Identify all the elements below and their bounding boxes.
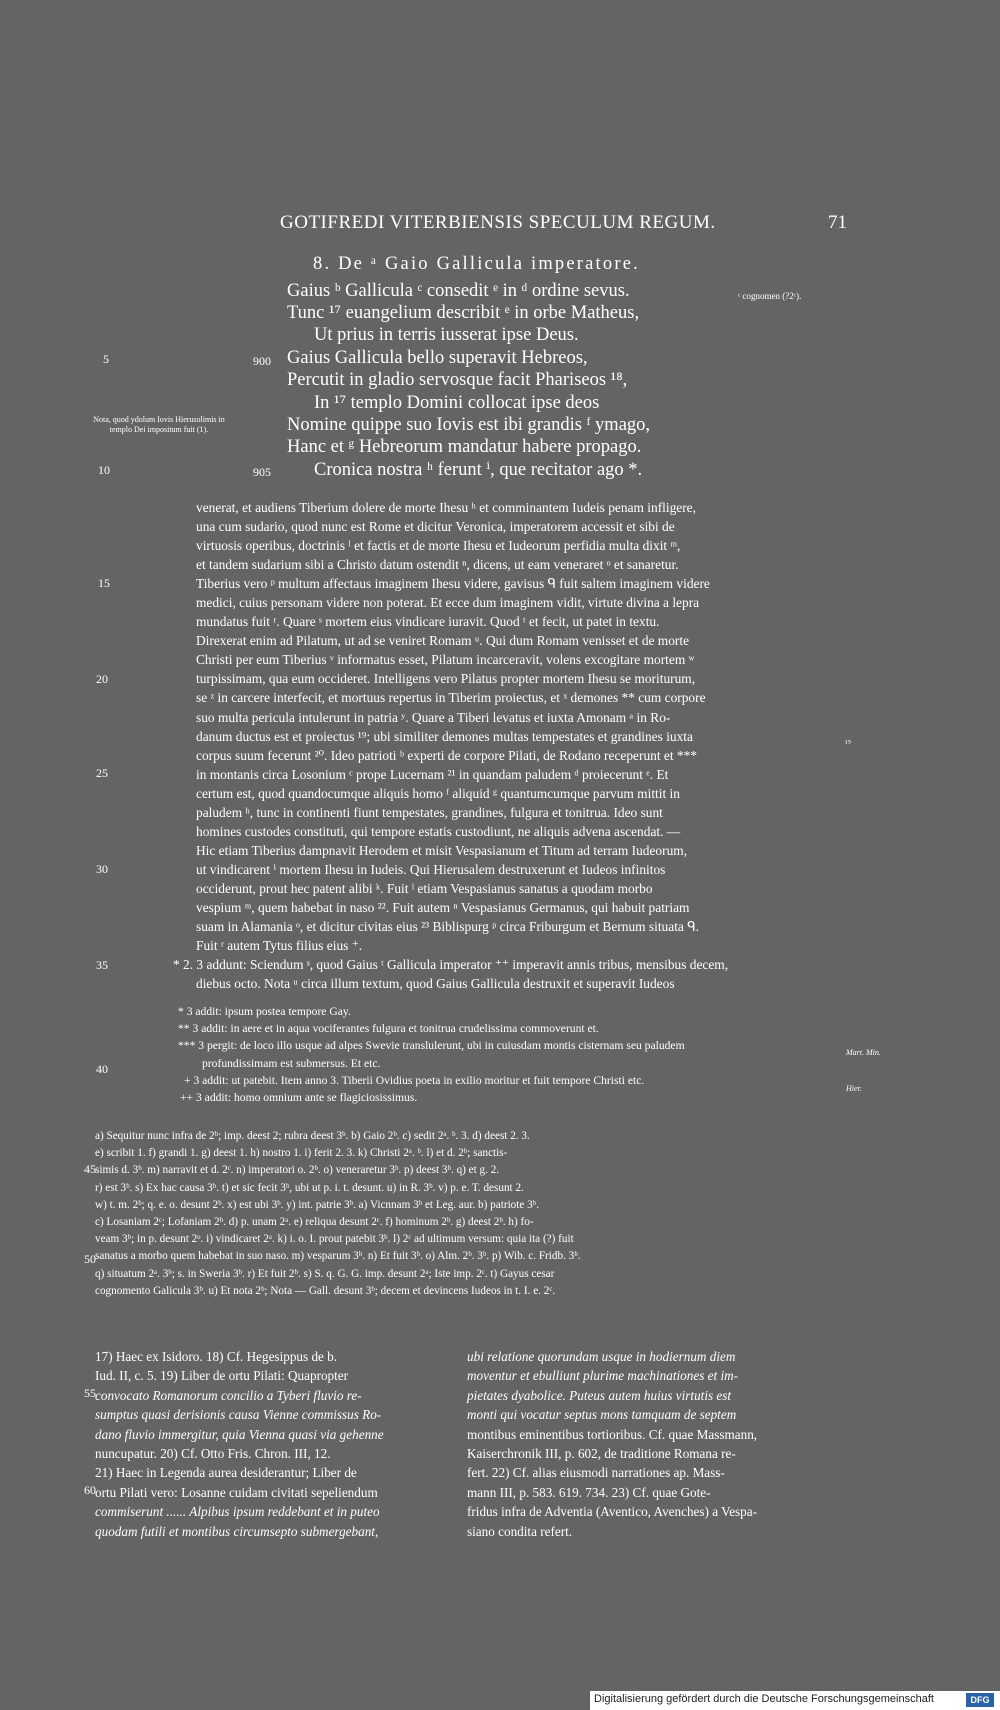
- apparatus-line: simis d. 3ᵇ. m) narravit et d. 2ᶜ. n) imperatori o. 2ᵇ. o) veneraretur 3ᵇ. p) deest 3ᵇ. q) et g. 2.: [95, 1164, 500, 1177]
- footnotes-left-column: [95, 1347, 425, 1541]
- verse-line: Tunc ¹⁷ euangelium describit ᵉ in orbe Matheus,: [287, 303, 640, 323]
- footnote-line: ubi relatione quorundam usque in hodiernum diem: [467, 1349, 736, 1364]
- right-margin-mark: ¹⁹: [845, 738, 851, 748]
- prose-line: venerat, et audiens Tiberium dolere de morte Ihesu ʰ et comminantem Iudeis penam infligere,: [196, 500, 696, 515]
- prose-line: ut vindicarent ⁱ mortem Ihesu in Iudeis. Qui Hierusalem destruxerunt et Iudeos infinitos: [196, 861, 666, 877]
- verse-line: Gaius Gallicula bello superavit Hebreos,: [287, 348, 588, 368]
- prose-line: * 2. 3 addunt: Sciendum ˢ, quod Gaius ᵗ Gallicula imperator ⁺⁺ imperavit annis tribus, mensibus decem,: [173, 957, 729, 973]
- footnote-line: monti qui vocatur septus mons tamquam de septem: [467, 1407, 737, 1423]
- side-note: Nota, quod ydolum Iovis Hierusolimis in templo Dei impositum fuit (1).: [93, 415, 225, 434]
- footnote-line: 21) Haec in Legenda aurea desiderantur; Liber de: [95, 1465, 357, 1481]
- verse-line: Nomine quippe suo Iovis est ibi grandis ᶠ ymago,: [287, 415, 651, 435]
- prose-line: paludem ʰ, tunc in continenti fiunt tempestates, grandines, fulgura et tonitrua. Ideo sunt: [196, 804, 663, 820]
- page-header: [0, 212, 1000, 244]
- annot-text: 3 pergit: de loco illo usque ad alpes Swevie translulerunt, ubi in cuiusdam montis cisternam seu paludem: [198, 1039, 685, 1053]
- footnote-line: sumptus quasi derisionis causa Vienne commissus Ro-: [95, 1407, 382, 1423]
- margin-line-number: 50: [84, 1252, 96, 1266]
- verse-number: 905: [253, 465, 271, 479]
- prose-line: Direxerat enim ad Pilatum, ut ad se veniret Romam ᵘ. Qui dum Romam venisset et de morte: [196, 633, 690, 649]
- annot-mark: **: [178, 1022, 190, 1036]
- side-source-note: Mart. Min.: [846, 1048, 881, 1057]
- margin-line-number: 30: [96, 862, 108, 876]
- annot-mark: ++: [180, 1091, 194, 1105]
- prose-line: se ᶻ in carcere interfecit, et mortuus repertus in Tiberim proiectus, et ˣ demones ** cum corpore: [196, 690, 706, 706]
- side-source-note: Hier.: [846, 1084, 862, 1093]
- poem-heading: 8. De ᵃ Gaio Gallicula imperatore.: [313, 254, 640, 274]
- apparatus-line: c) Losaniam 2ᶜ; Lofaniam 2ᵇ. d) p. unam 2ᵃ. e) reliqua desunt 2ᶜ. f) hominum 2ᵇ. g) deest 2ᵇ. h) fo-: [95, 1216, 534, 1229]
- prose-line: vespium ᵐ, quem habebat in naso ²². Fuit autem ⁿ Vespasianus Germanus, qui habuit patriam: [196, 899, 690, 915]
- footnote-line: 17) Haec ex Isidoro. 18) Cf. Hegesippus de b.: [95, 1349, 338, 1364]
- prose-line: in montanis circa Losonium ᶜ prope Lucernam ²¹ in quandam paludem ᵈ proiecerunt ᵉ. Et: [196, 766, 669, 782]
- footnote-line: ortu Pilati vero: Losanne cuidam civitati sepeliendum: [95, 1484, 378, 1500]
- footnote-line: convocato Romanorum concilio a Tyberi fluvio re-: [95, 1387, 362, 1403]
- margin-line-number: 15: [98, 576, 110, 590]
- footnote-line: Iud. II, c. 5. 19) Liber de ortu Pilati: Quapropter: [95, 1368, 349, 1384]
- footnote-line: Kaiserchronik III, p. 602, de traditione Romana re-: [467, 1446, 736, 1462]
- digitization-credit-bar: [590, 1691, 1000, 1710]
- verse-line: In ¹⁷ templo Domini collocat ipse deos: [314, 393, 600, 413]
- prose-line: et tandem sudarium sibi a Christo datum ostendit ⁿ, dicens, ut eam veneraret ᵒ et sanaretur.: [196, 557, 679, 573]
- footnote-line: montibus eminentibus tortioribus. Cf. quae Massmann,: [467, 1426, 758, 1442]
- apparatus-line: e) scribit 1. f) grandi 1. g) deest 1. h) nostro 1. i) ferit 2. 3. k) Christi 2ᵃ. ᵇ. l) et d. 2ᵇ; sanctis-: [95, 1147, 508, 1160]
- verse-line: Gaius ᵇ Gallicula ᶜ consedit ᵉ in ᵈ ordine sevus.: [287, 281, 630, 301]
- annot-text: 3 addit: in aere et in aqua vociferantes fulgura et tonitrua crudelissima commoverunt et.: [192, 1022, 599, 1036]
- dfg-logo-icon: DFG: [966, 1693, 994, 1707]
- apparatus-line: a) Sequitur nunc infra de 2ᵇ; imp. deest 2; rubra deest 3ᵇ. b) Gaio 2ᵇ. c) sedit 2ᵃ. ᵇ. 3. d) deest 2. 3.: [95, 1130, 530, 1142]
- prose-line: mundatus fuit ʳ. Quare ˢ mortem eius vindicare iuravit. Quod ᵗ et fecit, ut patet in textu.: [196, 614, 660, 630]
- apparatus-line: w) t. m. 2ᵇ; q. e. o. desunt 2ᵇ. x) est ubi 3ᵇ. y) int. patrie 3ᵇ. a) Vicnnam 3ᵇ et Leg. aur. b) patriote 3ᵇ.: [95, 1198, 539, 1211]
- prose-line: occiderunt, prout hec patent alibi ᵏ. Fuit ˡ etiam Vespasianus sanatus a quodam morbo: [196, 880, 653, 896]
- footnote-line: dano fluvio immergitur, quia Vienna quasi via gehenne: [95, 1426, 384, 1442]
- apparatus-line: cognomento Galicula 3ᵇ. u) Et nota 2ᵇ; Nota — Gall. desunt 3ᵇ; decem et devincens Iudeos in t. I. e. 2ᶜ.: [95, 1284, 556, 1297]
- prose-line: Fuit ʳ autem Tytus filius eius ⁺.: [196, 938, 363, 954]
- prose-line: Hic etiam Tiberius dampnavit Herodem et misit Vespasianum et Titum ad terram Iudeorum,: [196, 842, 688, 858]
- margin-line-number: 5: [103, 352, 109, 366]
- prose-line: Tiberius vero ᵖ multum affectaus imaginem Ihesu videre, gavisus ᑫ fuit saltem imaginem videre: [196, 576, 710, 592]
- margin-line-number: 45: [84, 1162, 96, 1176]
- annot-text: 3 addit: ut patebit. Item anno 3. Tiberii Ovidius poeta in exilio moritur et fuit tempore Christi etc.: [193, 1073, 645, 1087]
- running-title: GOTIFREDI VITERBIENSIS SPECULUM REGUM.: [280, 212, 716, 233]
- prose-line: Christi per eum Tiberius ᵛ informatus esset, Pilatum incarceravit, volens excogitare mortem ʷ: [196, 652, 695, 668]
- footnote-line: fridus infra de Adventia (Aventico, Avenches) a Vespa-: [467, 1504, 758, 1520]
- prose-line: suo multa pericula intulerunt in patria ʸ. Quare a Tiberi levatus et iuxta Amonam ᵃ in Ro-: [196, 709, 671, 725]
- apparatus-line: q) situatum 2ᵃ. 3ᵇ; s. in Sweria 3ᵇ. r) Et fuit 2ᵇ. s) S. q. G. G. imp. desunt 2ᵃ; Iste imp. 2ᶜ. t) Gayus cesar: [95, 1267, 555, 1280]
- footnote-line: pietates dyabolice. Puteus autem huius virtutis est: [467, 1387, 732, 1403]
- prose-line: homines custodes constituti, qui tempore estatis custodiunt, ne aliquis advena ascendat. —: [196, 823, 681, 839]
- verse-line: Hanc et ᵍ Hebreorum mandatur habere propago.: [287, 437, 642, 457]
- footnotes-right-column: [467, 1347, 845, 1541]
- verse-line: Cronica nostra ʰ ferunt ⁱ, que recitator ago *.: [314, 460, 643, 480]
- prose-line: una cum sudario, quod nunc est Rome et dicitur Veronica, imperatorem accessit et sibi de: [196, 519, 675, 535]
- prose-line: medici, cuius personam videre non poterat. Et ecce dum imaginem vidit, virtute divina a lepra: [196, 595, 700, 611]
- prose-line: corpus suum fecerunt ²⁰. Ideo patrioti ᵇ experti de corpore Pilati, de Rodano receperunt et ***: [196, 747, 698, 763]
- prose-line: danum ductus est et proiectus ¹⁹; ubi similiter demones multas tempestates et grandines iuxta: [196, 728, 693, 744]
- annot-text: profundissimam est submersus. Et etc.: [202, 1056, 381, 1070]
- apparatus-line: r) est 3ᵇ. s) Ex hac causa 3ᵇ. t) et sic fecit 3ᵇ, ubi ut p. i. t. desunt. u) in R. 3ᵇ. v) p. e. T. desunt 2.: [95, 1181, 524, 1194]
- footnote-line: moventur et ebulliunt plurime machinationes et im-: [467, 1368, 739, 1384]
- annot-mark: +: [184, 1073, 191, 1087]
- prose-line: suam in Alamania ᵒ, et dicitur civitas eius ²³ Biblispurg ᵖ circa Friburgum et Bernum situata ᑫ.: [196, 919, 699, 935]
- footnote-line: quodam futili et montibus circumsepto submergebant,: [95, 1523, 379, 1539]
- margin-line-number: 35: [96, 958, 108, 972]
- annot-mark: *: [178, 1005, 184, 1018]
- page-number: 71: [828, 212, 847, 233]
- prose-text: [173, 498, 842, 993]
- footnotes: [95, 1347, 842, 1539]
- critical-apparatus: [95, 1128, 842, 1300]
- annot-mark: ***: [178, 1039, 196, 1053]
- footnote-line: fert. 22) Cf. alias eiusmodi narrationes ap. Mass-: [467, 1465, 725, 1481]
- margin-line-number: 10: [98, 463, 110, 477]
- right-margin-note: ᶜ cognomen (?2ᶜ).: [738, 291, 802, 301]
- annotations: [178, 1003, 838, 1106]
- prose-line: diebus octo. Nota ᵘ circa illum textum, quod Gaius Gallicula destruxit et superavit Iudeos: [196, 976, 675, 992]
- credit-text: Digitalisierung gefördert durch die Deutsche Forschungsgemeinschaft: [594, 1693, 934, 1705]
- margin-line-number: 40: [96, 1062, 108, 1076]
- footnote-line: commiserunt ...... Alpibus ipsum reddebant et in puteo: [95, 1504, 380, 1520]
- annot-text: 3 addit: homo omnium ante se flagiciosissimus.: [195, 1091, 418, 1105]
- prose-line: virtuosis operibus, doctrinis ˡ et factis et de morte Ihesu et Iudeorum perfidia multa dixit ᵐ,: [196, 538, 681, 554]
- margin-line-number: 25: [96, 766, 108, 780]
- verse-line: Percutit in gladio servosque facit Phariseos ¹⁸,: [287, 370, 628, 390]
- margin-line-number: 55: [84, 1386, 96, 1400]
- footnote-line: nuncupatur. 20) Cf. Otto Fris. Chron. III, 12.: [95, 1446, 331, 1462]
- verse-line: Ut prius in terris iusserat ipse Deus.: [314, 325, 579, 345]
- footnote-line: siano condita refert.: [467, 1523, 573, 1539]
- verse-number: 900: [253, 354, 271, 368]
- apparatus-line: veam 3ᵇ; in p. desunt 2ᵒ. i) vindicaret 2ᵃ. k) i. o. I. prout patebit 3ᵇ. l) 2ᶜ ad ultimum versum: quia ita (?) fuit: [95, 1233, 574, 1246]
- prose-line: turpissimam, qua eum occideret. Intelligens vero Pilatus propter mortem Ihesu se moriturum,: [196, 671, 696, 687]
- margin-line-number: 60: [84, 1483, 96, 1497]
- apparatus-line: sanatus a morbo quem habebat in suo naso. m) vesparum 3ᵇ. n) Et fuit 3ᵇ. o) Alm. 2ᵇ. 3ᵇ. p) Wib. c. Fridb. 3ᵇ.: [95, 1250, 581, 1263]
- annot-text: 3 addit: ipsum postea tempore Gay.: [186, 1005, 351, 1018]
- prose-line: certum est, quod quandocumque aliquis homo ᶠ aliquid ᵍ quantumcumque parvum mittit in: [196, 785, 680, 801]
- footnote-line: mann III, p. 583. 619. 734. 23) Cf. quae Gote-: [467, 1484, 711, 1500]
- margin-line-number: 20: [96, 672, 108, 686]
